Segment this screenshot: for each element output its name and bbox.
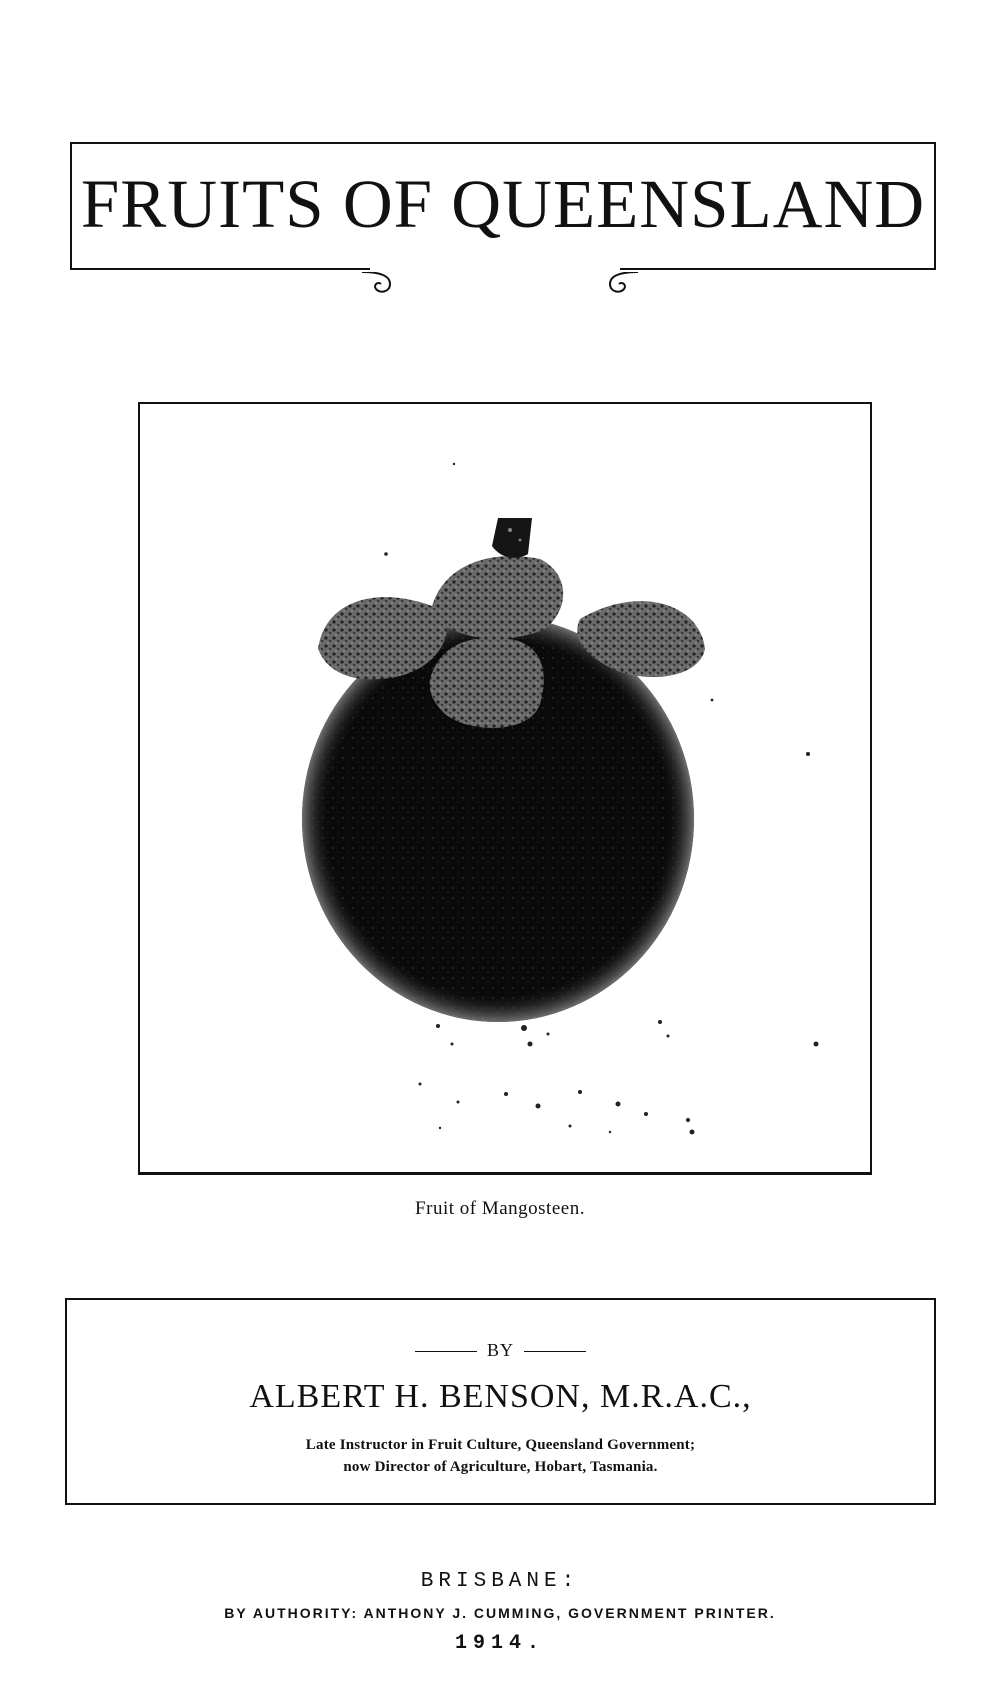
scroll-ornament-left-icon [362,272,398,298]
author-frame [65,1298,936,1505]
mangosteen-image [140,404,872,1175]
frontispiece-plate [138,402,872,1175]
by-rule-left [415,1351,477,1352]
title-rule-left [70,268,370,270]
book-title: FRUITS OF QUEENSLAND [80,166,926,242]
imprint-city: BRISBANE: [420,1570,580,1593]
by-rule-right [524,1351,586,1352]
by-label: BY [486,1340,514,1360]
author-name: ALBERT H. BENSON, M.R.A.C., [249,1378,752,1415]
author-role-line-2: now Director of Agriculture, Hobart, Tasmania. [343,1459,658,1475]
by-line [67,1340,934,1361]
author-role-line-1: Late Instructor in Fruit Culture, Queensland Government; [305,1437,696,1453]
scroll-ornament-right-icon [602,272,638,298]
imprint-authority: BY AUTHORITY: ANTHONY J. CUMMING, GOVERNMENT PRINTER. [224,1605,776,1621]
title-rule-right [620,268,936,270]
title-frame [70,142,936,270]
plate-caption: Fruit of Mangosteen. [415,1198,585,1219]
imprint-year: 1914. [454,1632,545,1655]
